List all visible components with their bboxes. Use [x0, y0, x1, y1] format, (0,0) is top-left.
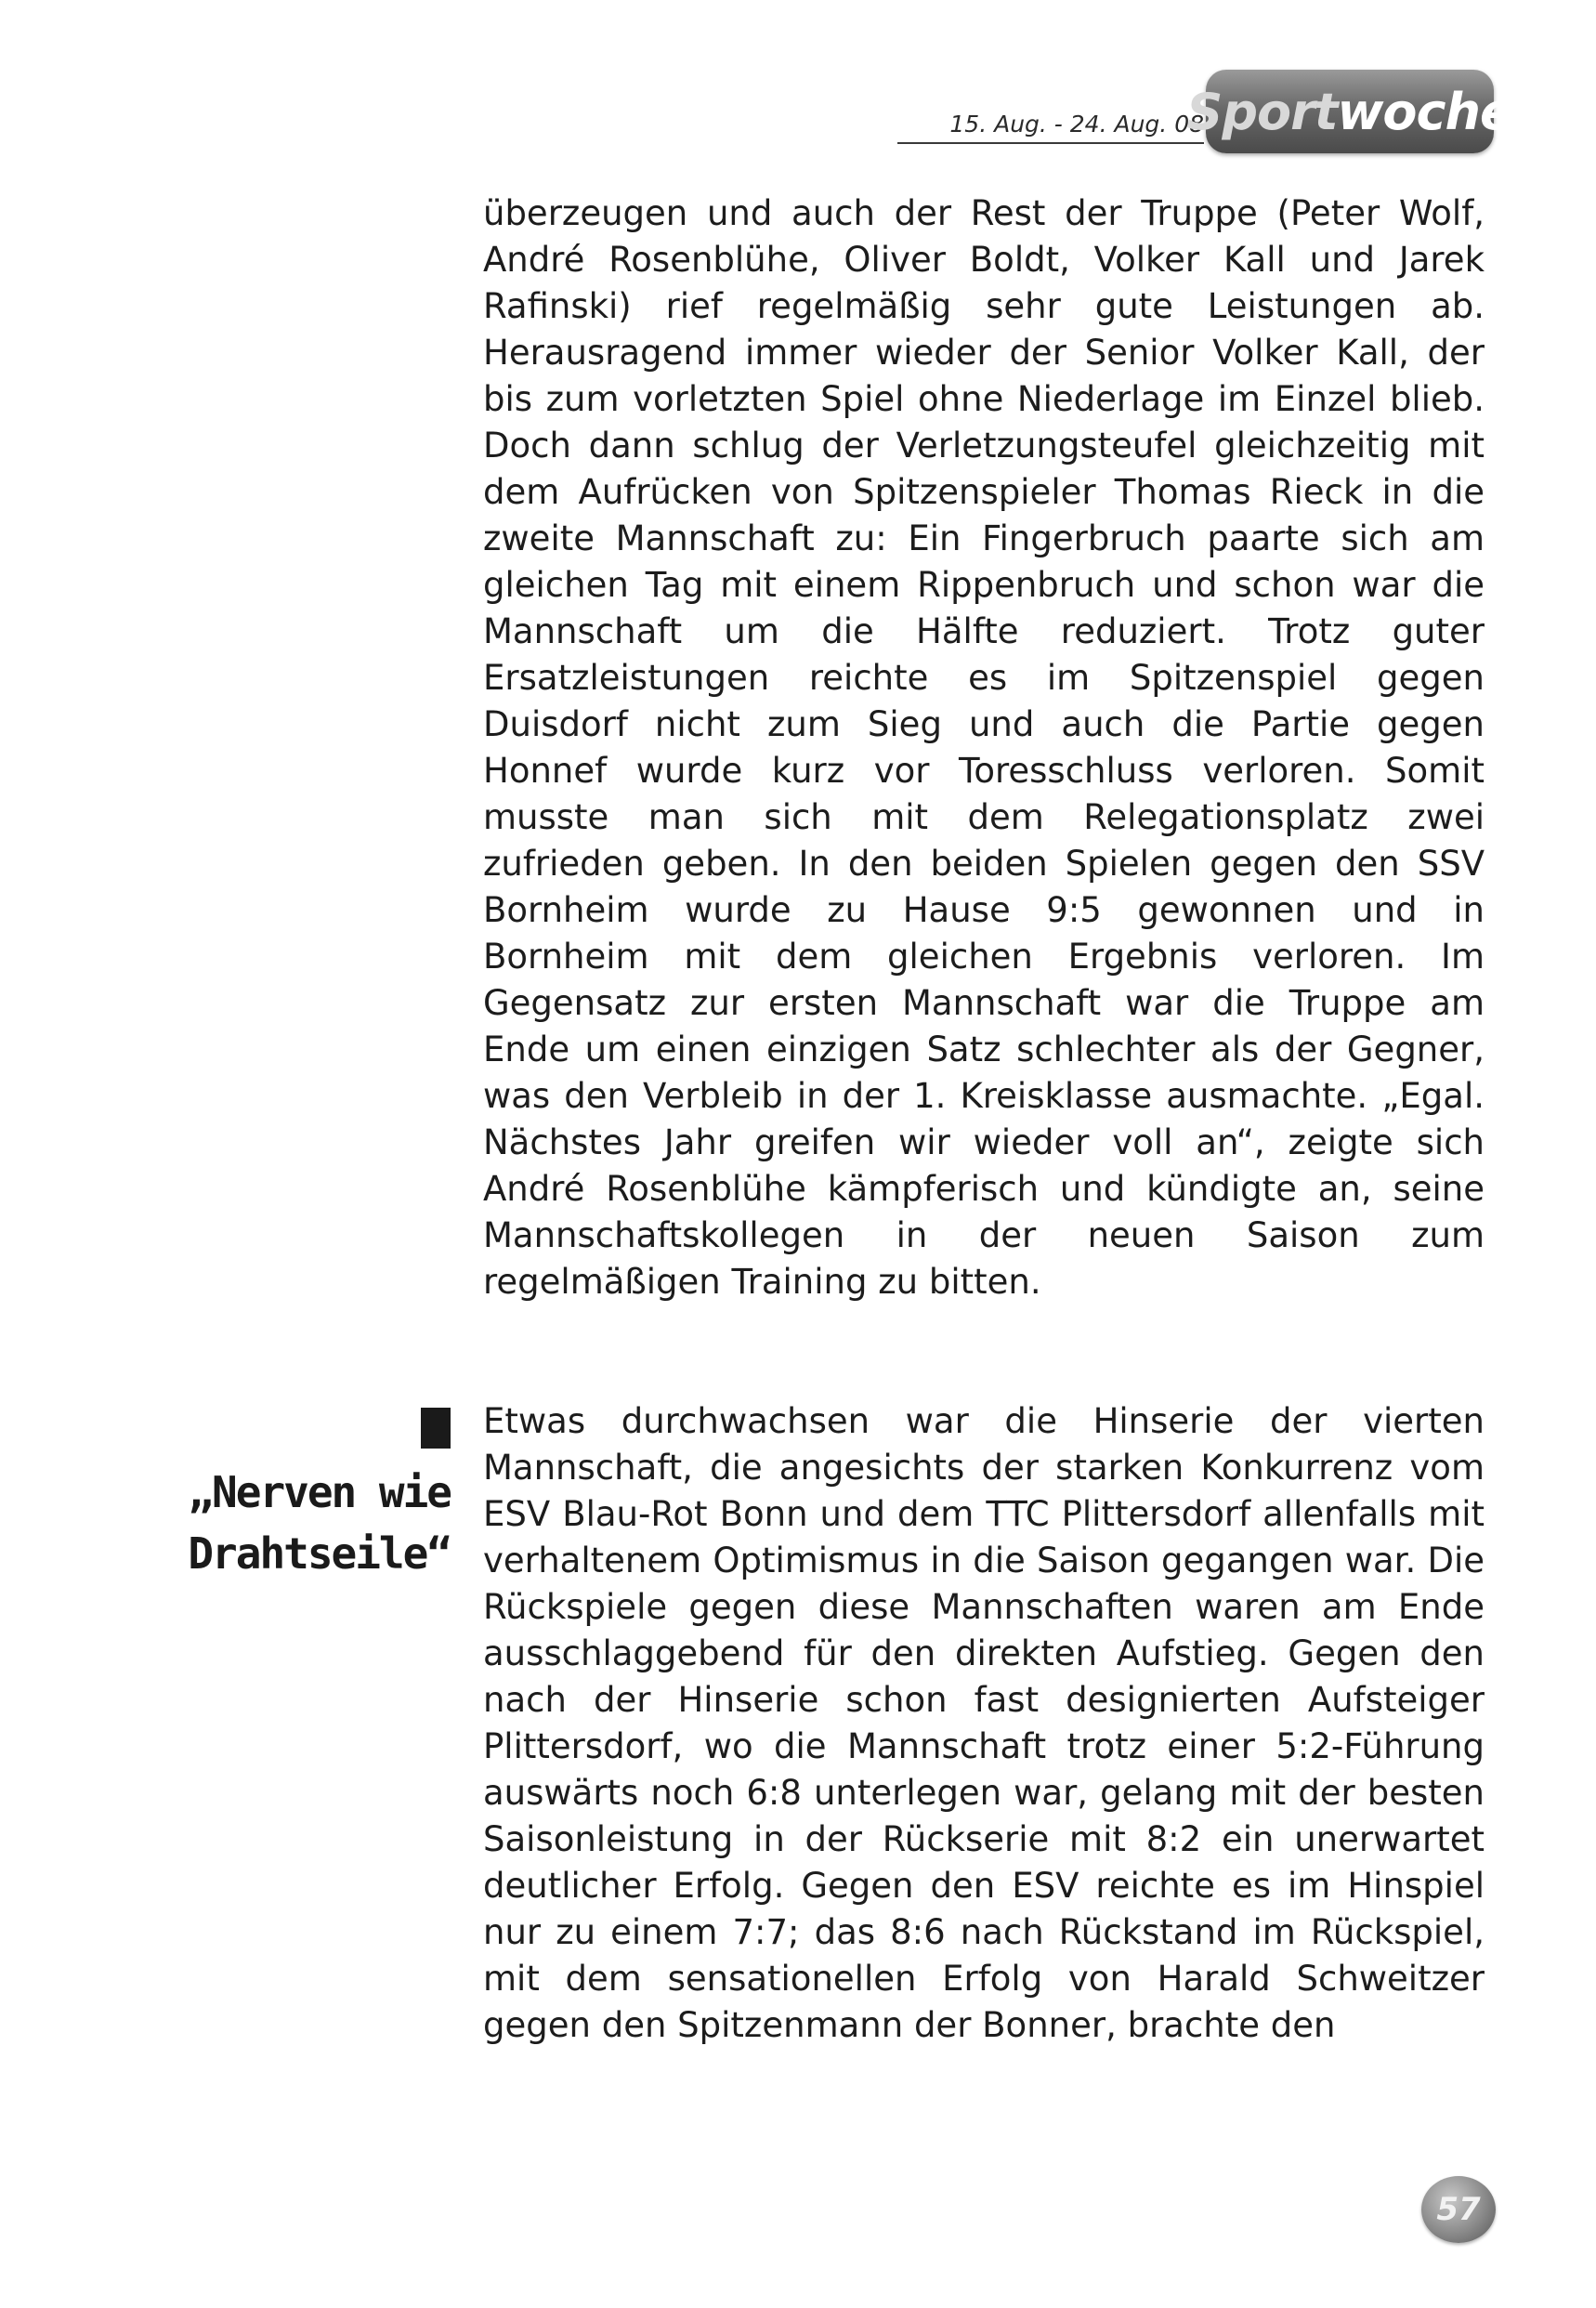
page-number: 57	[1436, 2191, 1481, 2228]
logo-text-part1: Sport	[1186, 82, 1338, 141]
issue-date-range: 15. Aug. - 24. Aug. 08	[949, 111, 1204, 138]
sportwoche-logo	[1186, 70, 1513, 153]
article-paragraph-2: Etwas durchwachsen war die Hinserie der vierten Mannschaft, die angesichts der starken Konkurrenz vom ESV Blau-Rot Bonn und dem TTC Plittersdorf allenfalls mit verhaltenem Optimismus in die Saison gegangen war. Die Rückspiele gegen diese Mannschaften waren am Ende ausschlaggebend für den direkten Aufstieg. Gegen den nach der Hinserie schon fast designierten Aufsteiger Plittersdorf, wo die Mannschaft trotz einer 5:2-Führung auswärts noch 6:8 unterlegen war, gelang mit der besten Saisonleistung in der Rückserie mit 8:2 ein unerwartet deutlicher Erfolg. Gegen den ESV reichte es im Hinspiel nur zu einem 7:7; das 8:6 nach Rückstand im Rückspiel, mit dem sensationellen Erfolg von Harald Schweitzer gegen den Spitzenmann der Bonner, brachte den	[483, 1401, 1485, 2045]
article-paragraph-2-container	[483, 1398, 1485, 2049]
section-subheading	[167, 1408, 451, 1584]
page-number-badge	[1421, 2176, 1496, 2243]
article-paragraph-1: überzeugen und auch der Rest der Truppe (Peter Wolf, André Rosenblühe, Oliver Boldt, Volker Kall und Jarek Rafinski) rief regelmäßig sehr gute Leistungen ab. Herausragend immer wieder der Senior Volker Kall, der bis zum vorletzten Spiel ohne Niederlage im Einzel blieb. Doch dann schlug der Verletzungsteufel gleichzeitig mit dem Aufrücken von Spitzenspieler Thomas Rieck in die zweite Mannschaft zu: Ein Fingerbruch paarte sich am gleichen Tag mit einem Rippenbruch und schon war die Mannschaft um die Hälfte reduziert. Trotz guter Ersatzleistungen reichte es im Spitzenspiel gegen Duisdorf nicht zum Sieg und auch die Partie gegen Honnef wurde kurz vor Toresschluss verloren. Somit musste man sich mit dem Relegationsplatz zwei zufrieden geben. In den beiden Spielen gegen den SSV Bornheim wurde zu Hause 9:5 gewonnen und in Bornheim mit dem gleichen Ergebnis verloren. Im Gegensatz zur ersten Mannschaft war die Truppe am Ende um einen einzigen Satz schlechter als der Gegner, was den Verbleib in der 1. Kreisklasse ausmachte. „Egal. Nächstes Jahr greifen wir wieder voll an“, zeigte sich André Rosenblühe kämpferisch und kündigte an, seine Mannschaftskollegen in der neuen Saison zum regelmäßigen Training zu bitten.	[483, 193, 1485, 1302]
article-paragraph-1-container	[483, 190, 1485, 1305]
section-marker-square	[421, 1408, 451, 1449]
header-rule	[897, 142, 1204, 144]
subheading-text: „Nerven wie Drahtseile“	[188, 1467, 451, 1579]
logo-text-part2: woche	[1337, 82, 1513, 141]
logo-text	[1186, 83, 1512, 141]
